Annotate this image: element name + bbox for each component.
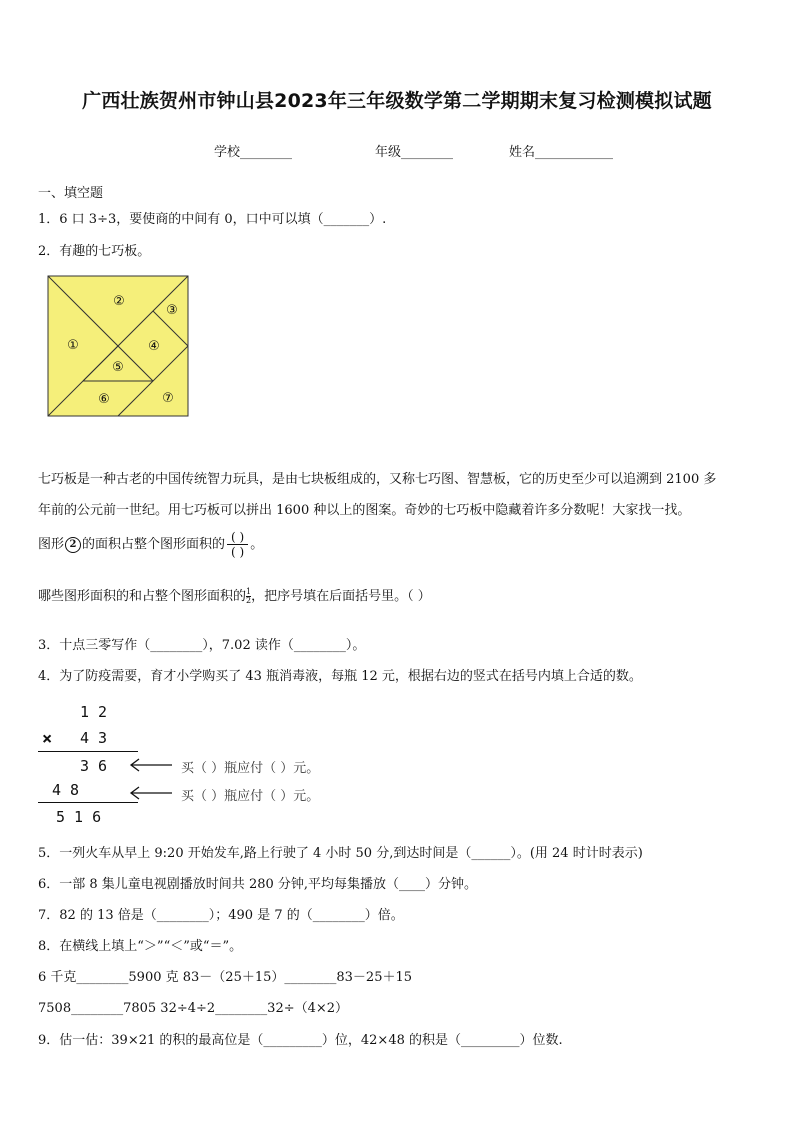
mult-row-2: 4 3 <box>80 729 108 747</box>
mult-row-3: 3 6 <box>80 757 108 775</box>
tangram-label-1: ① <box>67 338 79 353</box>
para3-mid: 的面积占整个图形面积的 <box>82 537 226 552</box>
tangram-label-4: ④ <box>148 339 160 354</box>
mult-rule-1 <box>38 751 138 752</box>
para3-prefix: 图形 <box>38 537 65 552</box>
fraction-numerator: ( ) <box>227 530 248 545</box>
question-6: 6．一部 8 集儿童电视剧播放时间共 280 分钟,平均每集播放（____）分钟。 <box>38 877 478 892</box>
fraction-denominator: ( ) <box>231 545 245 559</box>
mult-row-4: 4 8 <box>52 781 80 799</box>
paragraph-line-4 <box>38 585 431 605</box>
half-denominator: 2 <box>246 596 252 605</box>
question-8: 8．在横线上填上“＞”“＜”或“＝”。 <box>38 939 243 954</box>
mult-row-5: 5 1 6 <box>56 808 102 826</box>
question-4: 4．为了防疫需要，育才小学购买了 43 瓶消毒液，每瓶 12 元，根据右边的竖式在括号内填上合适的数。 <box>38 669 642 684</box>
question-8-row-1: 6 千克________5900 克 83－（25＋15）________83－25＋15 <box>38 970 413 985</box>
tangram-figure <box>47 275 190 418</box>
paragraph-line-2: 年前的公元前一世纪。用七巧板可以拼出 1600 种以上的图案。奇妙的七巧板中隐藏着许多分数呢！大家找一找。 <box>38 503 691 518</box>
question-5: 5．一列火车从早上 9:20 开始发车,路上行驶了 4 小时 50 分,到达时间是（______）。(用 24 时计时表示) <box>38 846 643 861</box>
section-heading: 一、填空题 <box>38 186 104 201</box>
question-8-row-2: 7508________7805 32÷4÷2________32÷（4×2） <box>38 1001 349 1016</box>
question-9: 9．估一估：39×21 的积的最高位是（_________）位，42×48 的积是（_________）位数. <box>38 1033 563 1048</box>
question-1: 1．6 口 3÷3，要使商的中间有 0，口中可以填（_______）. <box>38 212 387 227</box>
para4-prefix: 哪些图形面积的和占整个图形面积的 <box>38 589 247 604</box>
blank-fraction <box>227 530 248 559</box>
page-title: 广西壮族贺州市钟山县2023年三年级数学第二学期期末复习检测模拟试题 <box>82 90 712 112</box>
tangram-label-7: ⑦ <box>162 391 174 406</box>
grade-field: 年级________ <box>375 145 454 160</box>
tangram-label-3: ③ <box>166 303 178 318</box>
mult-row-1: 1 2 <box>80 703 108 721</box>
name-field: 姓名____________ <box>509 145 614 160</box>
school-field: 学校________ <box>214 145 293 160</box>
mult-rule-2 <box>38 802 138 803</box>
arrow-left-icon <box>128 757 174 773</box>
mult-note-1: 买（ ）瓶应付（ ）元。 <box>181 761 320 776</box>
tangram-label-6: ⑥ <box>98 392 110 407</box>
tangram-label-2: ② <box>113 294 125 309</box>
tangram-label-5: ⑤ <box>112 360 124 375</box>
mult-note-2: 买（ ）瓶应付（ ）元。 <box>181 789 320 804</box>
paragraph-line-1: 七巧板是一种古老的中国传统智力玩具，是由七块板组成的，又称七巧图、智慧板，它的历史至少可以追溯到 2100 多 <box>38 472 717 487</box>
circle-2-icon: 2 <box>65 537 81 553</box>
half-numerator: 1 <box>246 587 252 596</box>
para3-end: 。 <box>250 537 264 552</box>
question-3: 3．十点三零写作（________），7.02 读作（________）。 <box>38 638 366 653</box>
mult-sign: × <box>42 729 53 749</box>
question-2: 2．有趣的七巧板。 <box>38 244 151 259</box>
para4-end: ，把序号填在后面括号里。（ ） <box>251 589 431 604</box>
arrow-left-icon <box>128 785 174 801</box>
question-7: 7．82 的 13 倍是（________）；490 是 7 的（________）倍。 <box>38 908 404 923</box>
paragraph-line-3 <box>38 530 263 559</box>
